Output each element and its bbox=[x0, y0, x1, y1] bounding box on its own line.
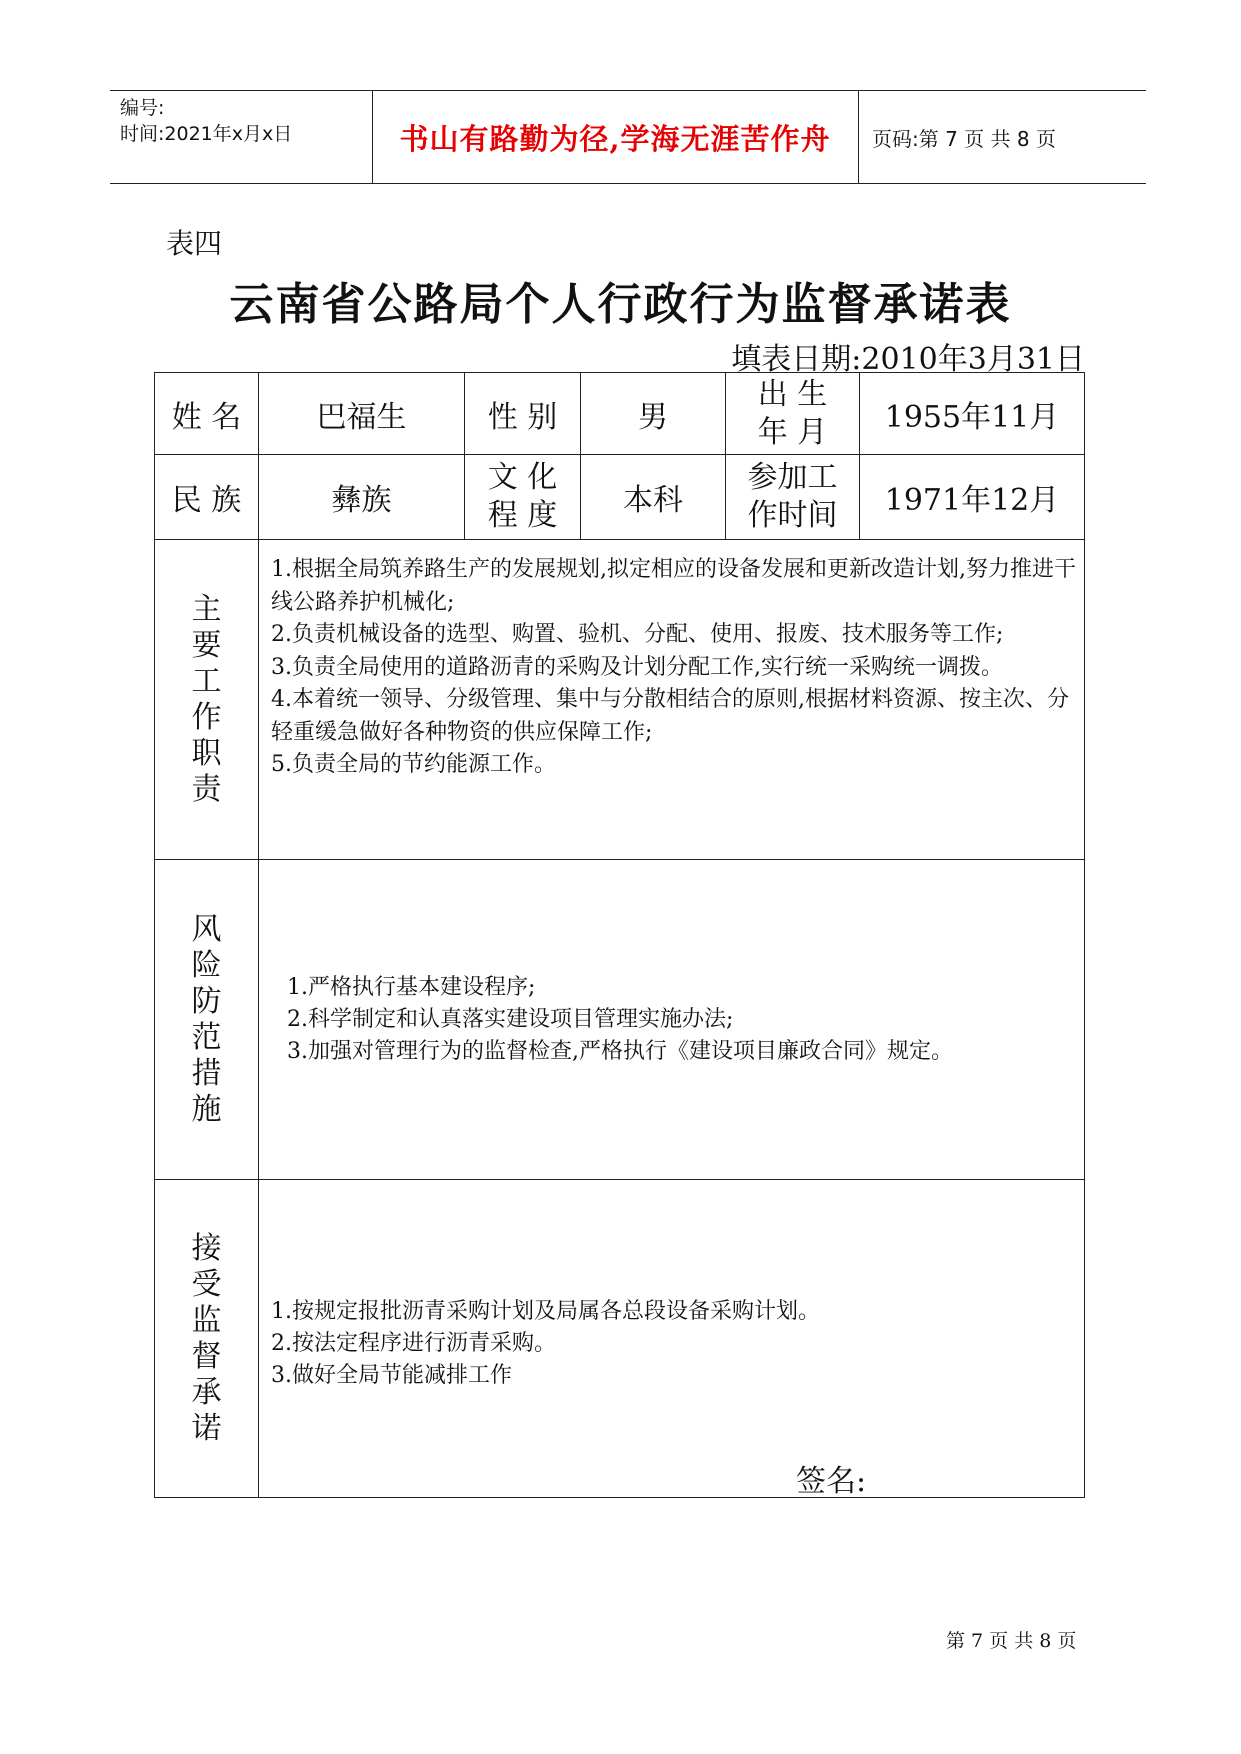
commit-content bbox=[259, 1180, 1085, 1498]
work-start-label bbox=[726, 455, 860, 540]
education-label-line: 程 度 bbox=[487, 498, 558, 533]
header-page-info: 页码:第 7 页 共 8 页 bbox=[872, 126, 1056, 151]
work-start-label-line: 作时间 bbox=[747, 498, 838, 533]
commit-label bbox=[155, 1180, 259, 1498]
vertical-label bbox=[155, 592, 258, 808]
duty-item: 5.负责全局的节约能源工作。 bbox=[271, 752, 556, 777]
label-char: 承 bbox=[191, 1374, 222, 1410]
risk-item: 3.加强对管理行为的监督检查,严格执行《建设项目廉政合同》规定。 bbox=[287, 1038, 953, 1064]
table-row bbox=[155, 860, 1085, 1180]
signature-label: 签名: bbox=[796, 1464, 867, 1499]
serial-label: 编号: bbox=[120, 97, 165, 119]
birth-label-line: 出 生 bbox=[757, 376, 828, 412]
ethnicity-label: 民 族 bbox=[155, 455, 259, 540]
duties-content bbox=[259, 540, 1085, 860]
label-char: 要 bbox=[191, 627, 222, 663]
label-char: 责 bbox=[191, 771, 222, 807]
birth-value: 1955年11月 bbox=[860, 373, 1085, 455]
label-char: 受 bbox=[191, 1266, 222, 1302]
header-motto: 书山有路勤为径,学海无涯苦作舟 bbox=[399, 121, 831, 156]
label-char: 职 bbox=[191, 735, 222, 771]
label-char: 主 bbox=[191, 591, 222, 627]
page-header bbox=[110, 90, 1146, 184]
table-row bbox=[155, 373, 1085, 455]
education-label bbox=[465, 455, 581, 540]
work-start-label-line: 参加工 bbox=[747, 460, 838, 495]
commit-item: 2.按法定程序进行沥青采购。 bbox=[271, 1331, 556, 1356]
label-char: 防 bbox=[191, 983, 222, 1019]
gender-label: 性 别 bbox=[465, 373, 581, 455]
time-label: 时间:2021年x月x日 bbox=[120, 123, 293, 145]
label-char: 险 bbox=[191, 947, 222, 983]
label-char: 风 bbox=[191, 911, 222, 947]
commit-item: 3.做好全局节能减排工作 bbox=[271, 1363, 512, 1388]
birth-label bbox=[726, 373, 860, 455]
footer-page-number: 第 7 页 共 8 页 bbox=[946, 1630, 1077, 1652]
ethnicity-value: 彝族 bbox=[259, 455, 465, 540]
label-char: 诺 bbox=[191, 1410, 222, 1446]
label-char: 施 bbox=[191, 1091, 222, 1127]
label-char: 作 bbox=[191, 699, 222, 735]
table-row bbox=[155, 1180, 1085, 1498]
vertical-label bbox=[155, 912, 258, 1128]
label-char: 督 bbox=[191, 1338, 222, 1374]
fill-date: 填表日期:2010年3月31日 bbox=[731, 342, 1085, 377]
header-left bbox=[120, 95, 292, 147]
duty-item: 1.根据全局筑养路生产的发展规划,拟定相应的设备发展和更新改造计划,努力推进干线公路养护机械化; bbox=[271, 557, 1076, 615]
risk-item: 1.严格执行基本建设程序; bbox=[287, 974, 536, 1000]
risk-item: 2.科学制定和认真落实建设项目管理实施办法; bbox=[287, 1006, 734, 1032]
duty-item: 3.负责全局使用的道路沥青的采购及计划分配工作,实行统一采购统一调拨。 bbox=[271, 654, 1003, 680]
commit-item: 1.按规定报批沥青采购计划及局属各总段设备采购计划。 bbox=[271, 1299, 820, 1324]
commit-list bbox=[271, 1296, 820, 1392]
risk-content bbox=[259, 860, 1085, 1180]
birth-label-line: 年 月 bbox=[757, 414, 828, 450]
header-divider bbox=[858, 91, 859, 183]
work-start-value: 1971年12月 bbox=[860, 455, 1085, 540]
vertical-label bbox=[155, 1231, 258, 1447]
duties-label bbox=[155, 540, 259, 860]
duty-item: 4.本着统一领导、分级管理、集中与分散相结合的原则,根据材料资源、按主次、分轻重缓急做好各种物资的供应保障工作; bbox=[271, 687, 1069, 745]
education-label-line: 文 化 bbox=[487, 460, 558, 495]
label-char: 工 bbox=[191, 663, 222, 699]
table-label: 表四 bbox=[166, 227, 223, 260]
gender-value: 男 bbox=[581, 373, 726, 455]
label-char: 接 bbox=[191, 1230, 222, 1266]
name-label: 姓 名 bbox=[155, 373, 259, 455]
education-value: 本科 bbox=[581, 455, 726, 540]
document-title: 云南省公路局个人行政行为监督承诺表 bbox=[229, 279, 1012, 330]
supervision-form-table bbox=[154, 372, 1085, 1498]
name-value: 巴福生 bbox=[259, 373, 465, 455]
label-char: 措 bbox=[191, 1055, 222, 1091]
risk-label bbox=[155, 860, 259, 1180]
label-char: 监 bbox=[191, 1302, 222, 1338]
table-row bbox=[155, 540, 1085, 860]
table-row bbox=[155, 455, 1085, 540]
duty-item: 2.负责机械设备的选型、购置、验机、分配、使用、报废、技术服务等工作; bbox=[271, 622, 1004, 647]
label-char: 范 bbox=[191, 1019, 222, 1055]
